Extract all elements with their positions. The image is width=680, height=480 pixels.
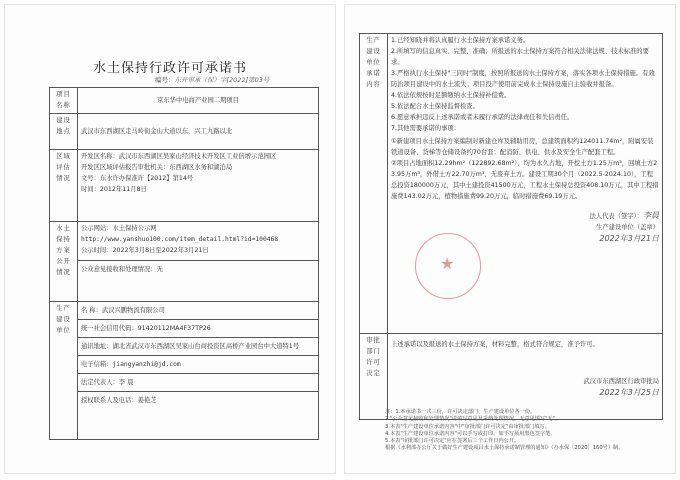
commitment-item: 4.依法依规按时足额缴纳水土保持补偿费。 [391,92,511,99]
footnote-line: 注：1.本承诺书一式三份，许可决定部门、生产建设单位各一份。 [385,409,536,415]
commitment-item: 6.愿意承担违反上述承诺或者未履行承诺的法律责任和失信责任。 [391,114,574,121]
table-row [50,302,319,440]
table-row [50,88,319,114]
unit-credit-code: 统一社会信用代码：91420112MA4F37TP26 [78,320,318,338]
seal-star-icon: ★ [440,254,455,273]
document-title: 水土保持行政许可承诺书 [92,61,247,76]
legal-rep-label: 法人代表（签字）： [589,213,643,220]
zone-content [78,150,319,222]
location-value: 武汉市东西湖区走马岭街金山大道以东，兴工九路以北 [78,114,319,150]
project-name-value: 京东华中电商产业园二期项目 [78,88,319,114]
unit-contact: 授权联系人及电话：姜艳芝 [81,397,157,404]
project-detail: ①新建项目水土保持方案编制对新建仓库及辅助用房，总建筑面积约124011.74m²，附属安装铁道设备、货梯等仓储设备约70台套；配消防、供电、供水及安全生产配套工程。 [391,138,654,156]
zone-line: 开发区区域评估报告审批机关：东西湖区水务和湖泊局 [81,164,233,171]
commitment-item: 2.所填写的信息真实、完整、准确；所报送的水土保持方案符合相关法律法规、技术标准的要求。 [391,48,649,66]
unit-name: 名 称：武汉兴鹏物流有限公司 [78,302,318,320]
review-text: 上述承诺以及报送的水土保持方案，材料完整，格式符合规定，准予许可。 [391,341,599,348]
commitment-item: 5.依法配合水土保持监督检查。 [391,103,479,110]
zone-line: 开发区名称：武汉市东西湖区吴家山经济技术开发区工业倍增示范园区 [81,153,277,160]
footnotes [385,409,671,453]
table-row [360,334,663,420]
official-seal-stamp [415,233,481,299]
zone-line: 文号：东水许办保准许【2012】第14号 [81,175,194,182]
publicity-content [78,222,319,302]
footnote-line: 2."公众意见接收和处理情况"请填写意见及采纳处理情况，无意见填写"无"。 [385,416,561,423]
application-form-table [49,87,319,440]
commitment-label: 生产建设单位承诺内容 [360,34,388,334]
project-detail: ②项目占地面积12.29hm²（122892.68m²），均为永久占地，开挖土方1.25万m³，回填土方23.95万m³，外借土方22.70万m³，无废弃土方。建设工期30个月（2022.5-2024.10），工程总投资180000万元，其中土建投资41500万元，工程水土保持总投资408.10万元，其中工程措施费143.02万元，植物措施费99.20万元，临时措施费69.19万元。 [391,160,659,200]
footnote-line: 4.本表"生产建设单位承诺内容"可以手写或打印，如手写须用黑色签字笔。 [385,430,556,437]
right-page [344,4,676,474]
sign-date: 2022年3月21日 [599,234,659,243]
location-label: 建设地点 [50,114,78,150]
commitment-table [359,33,663,420]
unit-address: 通讯地址：湖北省武汉市东西湖区吴家山台商投资区高桥产业园台中大道特1号 [78,338,318,356]
unit-content [78,302,319,440]
commitment-item: 7.其他需要承诺的事项： [391,125,460,132]
publicity-label: 水土保持方案公开情况 [50,222,78,302]
table-row [50,222,319,302]
project-name-label: 项目名称 [50,88,78,114]
publicity-line: 公示网站：水土保持公示网 [81,225,157,232]
zone-line: 时间：2012年11月8日 [81,186,147,193]
document-number-value: 东开审承（保）字[2022]第03号 [174,76,270,84]
seal-label: 生产建设单位（盖章） [596,224,659,231]
unit-email: 电子信箱：jiangyanzhi@jd.com [78,356,318,374]
opinion-line: 公众意见接收和处理情况：无 [78,260,318,275]
footnote-line: 根据《水利部办公厅关于做好生产建设项目水土保持承诺制管理的通知》（办水保〔2020〕160号）制。 [385,445,624,452]
publicity-url: http://www.yanshuo100.com/item_detail.html?id=100468 [81,236,279,243]
zone-label: 区域评估情况 [50,150,78,222]
table-row [360,34,663,334]
document-number-label: 编号： [155,76,175,84]
commitment-item: 1.已经知晓并将认真履行水土保持方案承诺义务。 [391,37,530,44]
unit-label: 生产建设单位 [50,302,78,440]
review-agency: 武汉市东西湖区行政审批局 [583,378,659,385]
legal-rep-signature: 李晨 [643,211,659,220]
footnote-line: 3.本表"生产建设单位承诺内容"中"审批部门许可决定"由审批部门填写。 [385,423,550,430]
left-page [4,4,336,474]
commitment-item: 3.严格执行水土保持"三同时"制度，按照所报送的水土保持方案，落实各项水土保持措施。有效防治项目建设中的水土流失；项目投产使用前完成水土保持设施自主验收并报备。 [391,70,655,88]
footnote-line: 5.本表"审批部门许可决定"应在签署后三个工作日内公开。 [385,438,520,445]
publicity-line: 公示时间：2022年3月8日至2022年3月21日 [81,247,209,254]
table-row [50,114,319,150]
unit-legal-rep: 法定代表人：李 晨 [78,374,318,392]
review-label: 审批部门许可决定 [360,334,388,420]
document-number [155,75,269,84]
review-content [388,334,663,420]
table-row [50,150,319,222]
review-date: 2022年3月25日 [599,388,659,397]
